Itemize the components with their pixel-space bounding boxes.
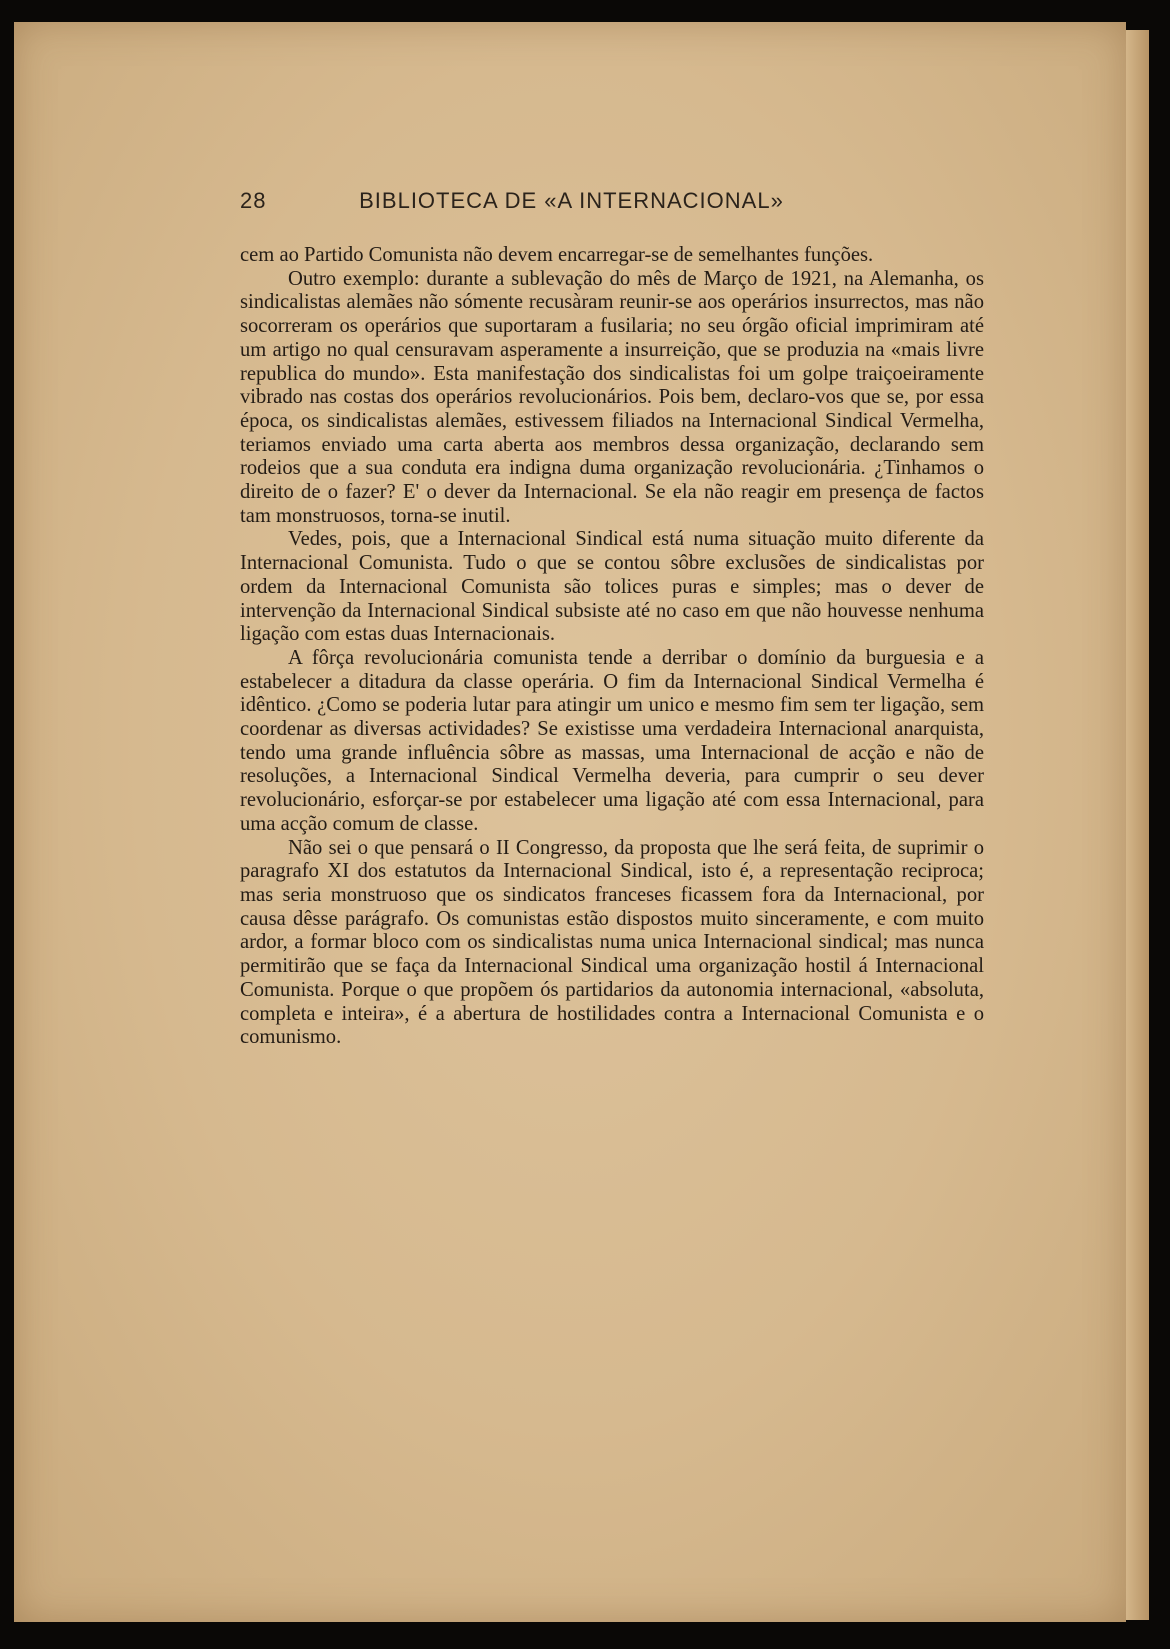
- body-text: [240, 244, 984, 1050]
- paragraph: Vedes, pois, que a Internacional Sindical está numa situação muito diferente da Internacional Comunista. Tudo o que se contou sôbre exclusões de sindicalistas por ordem da Internacional Comunista são tolices puras e simples; mas o dever de intervenção da Internacional Sindical subsiste até no caso em que não houvesse nenhuma ligação com estas duas Internacionais.: [240, 528, 984, 646]
- page-header: [240, 188, 1000, 214]
- paragraph-continuation: cem ao Partido Comunista não devem encarregar-se de semelhantes funções.: [240, 244, 874, 266]
- running-title: BIBLIOTECA DE «A INTERNACIONAL»: [359, 188, 784, 213]
- paragraph: Outro exemplo: durante a sublevação do mês de Março de 1921, na Alemanha, os sindicalistas alemães não sómente recusàram reunir-se aos operários insurrectos, mas não socorreram os operários que suportaram a fusilaria; no seu órgão oficial imprimiram até um artigo no qual censuravam asperamente a insurreição, que se produzia na «mais livre republica do mundo». Esta manifestação dos sindicalistas foi um golpe traiçoeiramente vibrado nas costas dos operários revolucionários. Pois bem, declaro-vos que se, por essa época, os sindicalistas alemães, estivessem filiados na Internacional Sindical Vermelha, teriamos enviado uma carta aberta aos membros dessa organização, declarando sem rodeios que a sua conduta era indigna duma organização revolucionária. ¿Tinhamos o direito de o fazer? E' o dever da Internacional. Se ela não reagir em presença de factos tam monstruosos, torna-se inutil.: [240, 267, 984, 527]
- paragraph: Não sei o que pensará o II Congresso, da proposta que lhe será feita, de suprimir o paragrafo XI dos estatutos da Internacional Sindical, isto é, a representação reciproca; mas seria monstruoso que os sindicatos franceses ficassem fora da Internacional, por causa dêsse parágrafo. Os comunistas estão dispostos muito sinceramente, e com muito ardor, a formar bloco com os sindicalistas numa unica Internacional sindical; mas nunca permitirão que se faça da Internacional Sindical uma organização hostil á Internacional Comunista. Porque o que propõem ós partidarios da autonomia internacional, «absoluta, completa e inteira», é a abertura de hostilidades contra a Internacional Comunista e o comunismo.: [240, 836, 984, 1049]
- page-number: 28: [240, 188, 267, 213]
- paragraph: A fôrça revolucionária comunista tende a derribar o domínio da burguesia e a estabelecer a ditadura da classe operária. O fim da Internacional Sindical Vermelha é idêntico. ¿Como se poderia lutar para atingir um unico e mesmo fim sem ter ligação, sem coordenar as diversas actividades? Se existisse uma verdadeira Internacional anarquista, tendo uma grande influência sôbre as massas, uma Internacional de acção e não de resoluções, a Internacional Sindical Vermelha deveria, para cumprir o seu dever revolucionário, esforçar-se por estabelecer uma ligação até com essa Internacional, para uma acção comum de classe.: [240, 646, 984, 835]
